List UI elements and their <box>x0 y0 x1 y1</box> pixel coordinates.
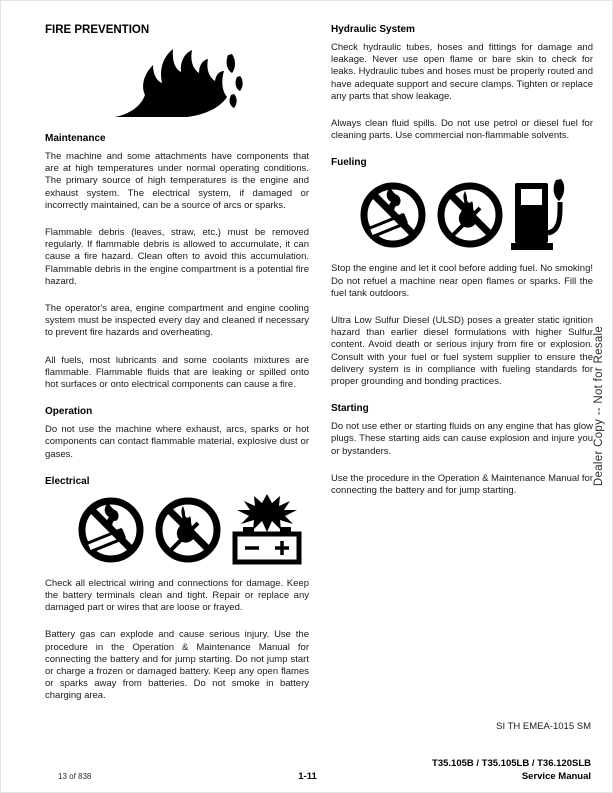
paragraph-fueling-1: Stop the engine and let it cool before adding fuel. No smoking! Do not refuel a machine near open flames or sparks. Fill the fuel tank outdoors. <box>331 263 593 299</box>
watermark-dealer-copy: Dealer Copy -- Not for Resale <box>593 325 605 487</box>
page-title: FIRE PREVENTION <box>45 24 150 36</box>
manual-title: Service Manual <box>521 770 591 782</box>
section-heading-hydraulic: Hydraulic System <box>331 24 415 35</box>
no-smoking-icon <box>75 494 147 566</box>
page-number: 1-11 <box>298 771 317 782</box>
electrical-warning-icons <box>45 494 309 566</box>
no-smoking-icon <box>357 179 429 251</box>
section-heading-starting: Starting <box>331 403 369 415</box>
section-heading-fueling: Fueling <box>331 157 367 169</box>
no-open-flame-icon <box>152 494 224 566</box>
paragraph-electrical-1: Check all electrical wiring and connections for damage. Keep the battery terminals clean and tight. Repair or replace any damaged part or wires that are loose or frayed. <box>45 577 309 614</box>
manual-identifier <box>432 758 591 783</box>
paragraph-maintenance-2: Flammable debris (leaves, straw, etc.) must be removed regularly. If flammable debris is allowed to accumulate, it can cause a fire hazard. Clean often to avoid this accumulation. Flammable debris in the engine compartment is a potential fire hazard. <box>45 227 309 287</box>
sheet-count: 13 of 838 <box>58 772 92 781</box>
section-heading-operation: Operation <box>45 406 93 418</box>
section-heading-maintenance: Maintenance <box>45 133 106 144</box>
paragraph-maintenance-4: All fuels, most lubricants and some coolants mixtures are flammable. Flammable fluids that are leaking or spilled onto hot surfaces or onto electrical components can cause a fire. <box>45 354 309 391</box>
paragraph-maintenance-1: The machine and some attachments have components that are at high temperatures under normal operating conditions. The primary source of high temperatures is the engine and exhaust system. The electrical system, if damaged or incorrectly maintained, can be a source of arcs or sparks. <box>45 151 309 211</box>
fueling-warning-icons <box>331 175 593 251</box>
paragraph-hydraulic-1: Check hydraulic tubes, hoses and fittings for damage and leakage. Never use open flame or bare skin to check for leaks. Hydraulic tubes and hoses must be properly routed and have adequate support and secure clamps. Tighten or replace any parts that show leakage. <box>331 42 593 102</box>
model-numbers: T35.105B / T35.105LB / T36.120SLB <box>432 758 591 769</box>
right-column <box>331 24 593 512</box>
paragraph-starting-1: Do not use ether or starting fluids on any engine that has glow plugs. These starting aids can cause explosion and injure you or bystanders. <box>331 421 593 457</box>
document-code: SI TH EMEA-1015 SM <box>496 721 591 732</box>
fire-icon <box>45 47 309 124</box>
paragraph-operation-1: Do not use the machine where exhaust, arcs, sparks or hot components can contact flammable material, explosive dust or gases. <box>45 424 309 460</box>
left-column <box>45 24 309 718</box>
paragraph-starting-2: Use the procedure in the Operation & Maintenance Manual for connecting the battery and for jump starting. <box>331 472 593 497</box>
no-open-flame-icon <box>434 179 506 251</box>
paragraph-hydraulic-2: Always clean fluid spills. Do not use petrol or diesel fuel for cleaning parts. Use commercial non-flammable solvents. <box>331 118 593 142</box>
paragraph-maintenance-3: The operator's area, engine compartment and engine cooling system must be inspected every day and cleaned if necessary to prevent fire hazards and overheating. <box>45 303 309 339</box>
section-heading-electrical: Electrical <box>45 475 90 487</box>
paragraph-fueling-2: Ultra Low Sulfur Diesel (ULSD) poses a greater static ignition hazard than earlier diesel formulations with higher Sulfur content. Avoid death or serious injury from fire or explosion. Consult with your fuel or fuel system supplier to ensure the delivery system is in compliance with fueling standards for proper grounding and bonding practices. <box>331 315 593 388</box>
fuel-pump-icon <box>511 175 567 251</box>
paragraph-electrical-2: Battery gas can explode and cause serious injury. Use the procedure in the Operation & Maintenance Manual for connecting the battery and for jump starting. Do not jump start or charge a frozen or damaged battery. Keep any open flames or sparks away from batteries. Do not smoke in battery charging area. <box>45 629 309 702</box>
exploding-battery-icon <box>229 494 305 566</box>
